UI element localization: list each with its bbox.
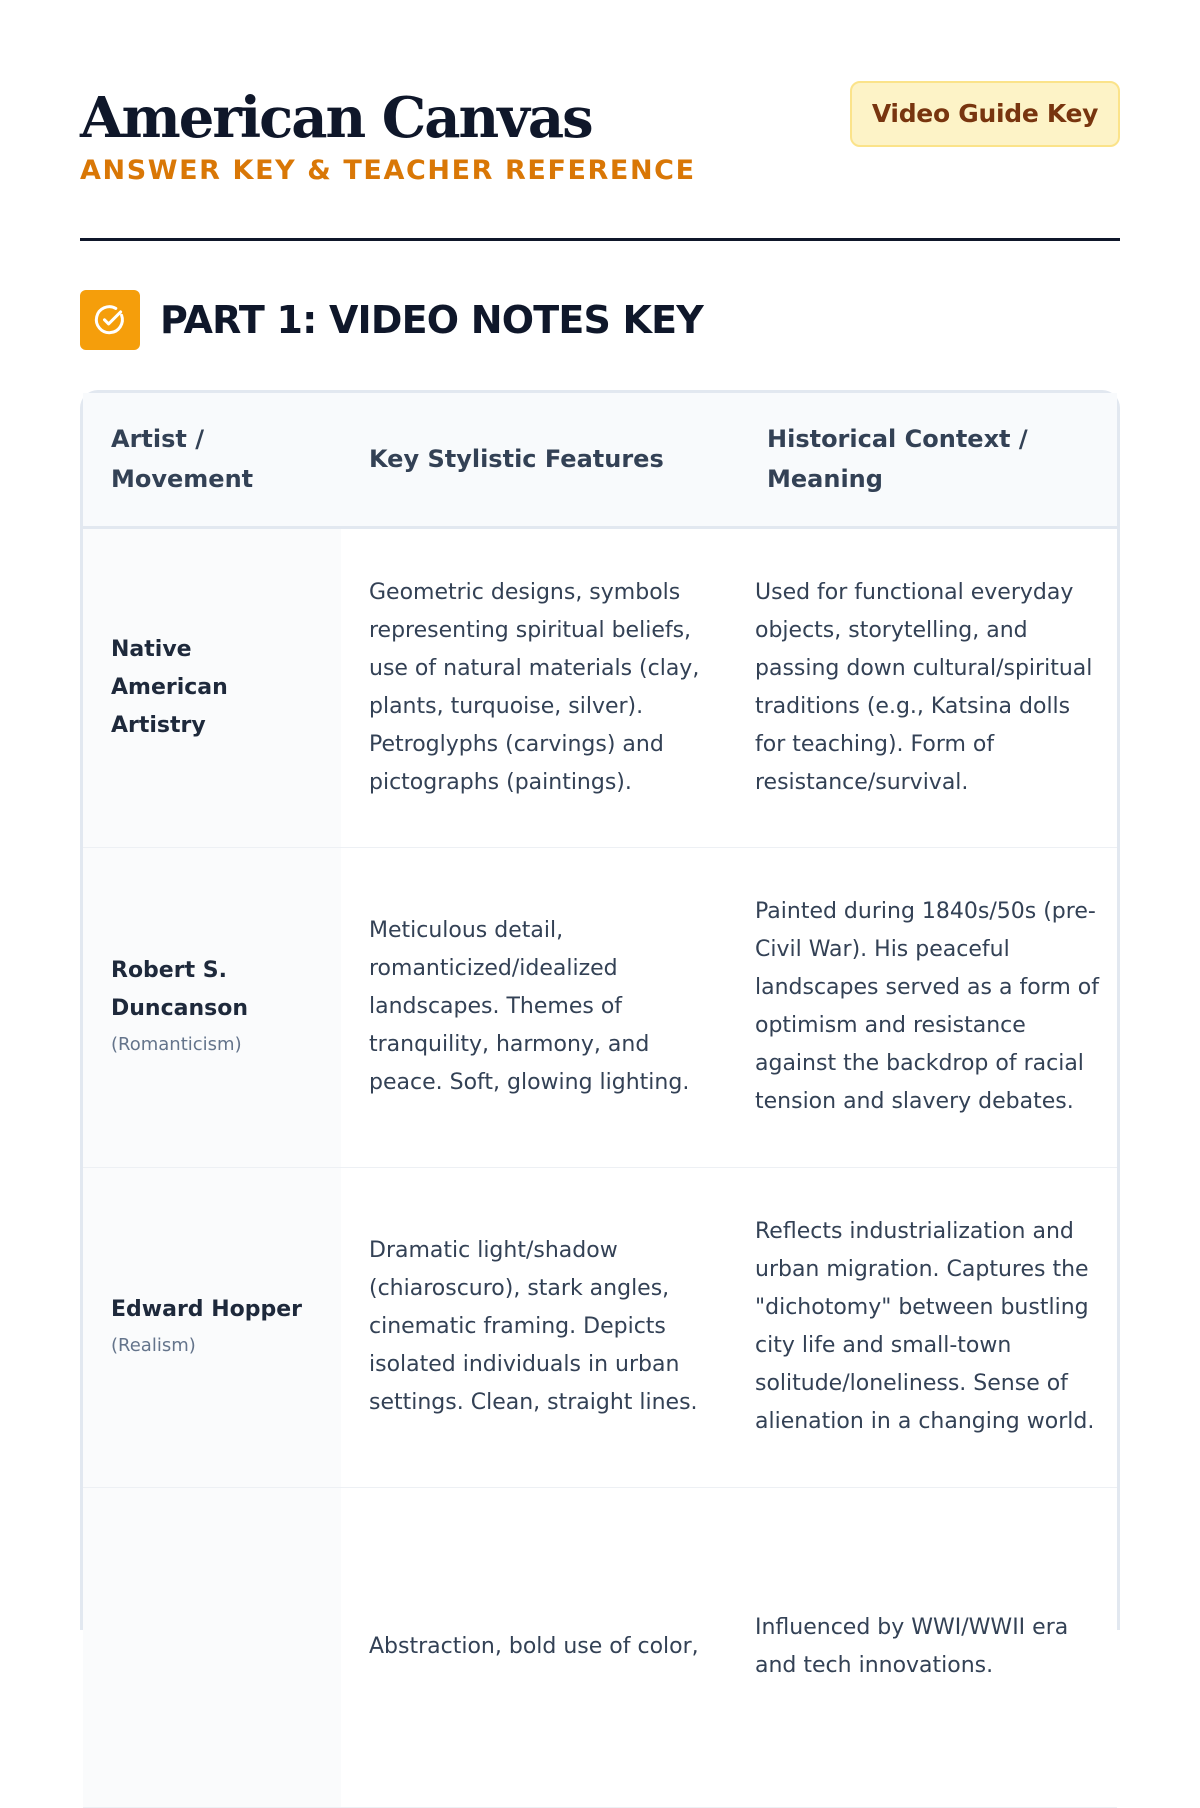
table-header-row (83, 393, 1117, 527)
context-cell: Used for functional everyday objects, storytelling, and passing down cultural/spiritual traditions (e.g., Katsina dolls for teaching). Form of resistance/survival. (739, 527, 1117, 847)
column-header-context: Historical Context / Meaning (739, 393, 1117, 527)
table-row (83, 527, 1117, 847)
features-cell: Geometric designs, symbols representing spiritual beliefs, use of natural materials (clay, plants, turquoise, silver). Petroglyphs (carvings) and pictographs (paintings). (341, 527, 739, 847)
context-cell: Influenced by WWI/WWII era and tech innovations. (739, 1487, 1117, 1807)
features-cell: Meticulous detail, romanticized/idealized landscapes. Themes of tranquility, harmony, and peace. Soft, glowing lighting. (341, 847, 739, 1167)
column-header-features: Key Stylistic Features (341, 393, 739, 527)
table-row (83, 847, 1117, 1167)
check-circle-icon (80, 290, 140, 350)
table-row (83, 1487, 1117, 1807)
features-cell: Dramatic light/shadow (chiaroscuro), stark angles, cinematic framing. Depicts isolated individuals in urban settings. Clean, straight lines. (341, 1167, 739, 1487)
artist-movement: (Realism) (111, 1335, 196, 1356)
page-subtitle: ANSWER KEY & TEACHER REFERENCE (80, 155, 696, 186)
table-row (83, 1167, 1117, 1487)
section-header (80, 290, 1120, 350)
artist-cell (83, 847, 341, 1167)
artist-name: Native American Artistry (111, 636, 228, 738)
artist-cell (83, 1167, 341, 1487)
page-title: American Canvas (80, 85, 592, 151)
column-header-artist: Artist / Movement (83, 393, 341, 527)
features-cell: Abstraction, bold use of color, (341, 1487, 739, 1807)
video-notes-table (80, 390, 1120, 1678)
context-cell: Reflects industrialization and urban migration. Captures the "dichotomy" between bustling city life and small-town solitude/loneliness. Sense of alienation in a changing world. (739, 1167, 1117, 1487)
artist-cell (83, 1487, 341, 1807)
context-cell: Painted during 1840s/50s (pre-Civil War). His peaceful landscapes served as a form of optimism and resistance against the backdrop of racial tension and slavery debates. (739, 847, 1117, 1167)
artist-name: Robert S. Duncanson (111, 958, 249, 1021)
page-header (80, 78, 1120, 241)
video-guide-key-badge: Video Guide Key (850, 81, 1120, 147)
artist-cell (83, 527, 341, 847)
artist-movement: (Romanticism) (111, 1034, 242, 1055)
artist-name: Edward Hopper (111, 1297, 302, 1322)
section-title: PART 1: VIDEO NOTES KEY (160, 298, 704, 342)
